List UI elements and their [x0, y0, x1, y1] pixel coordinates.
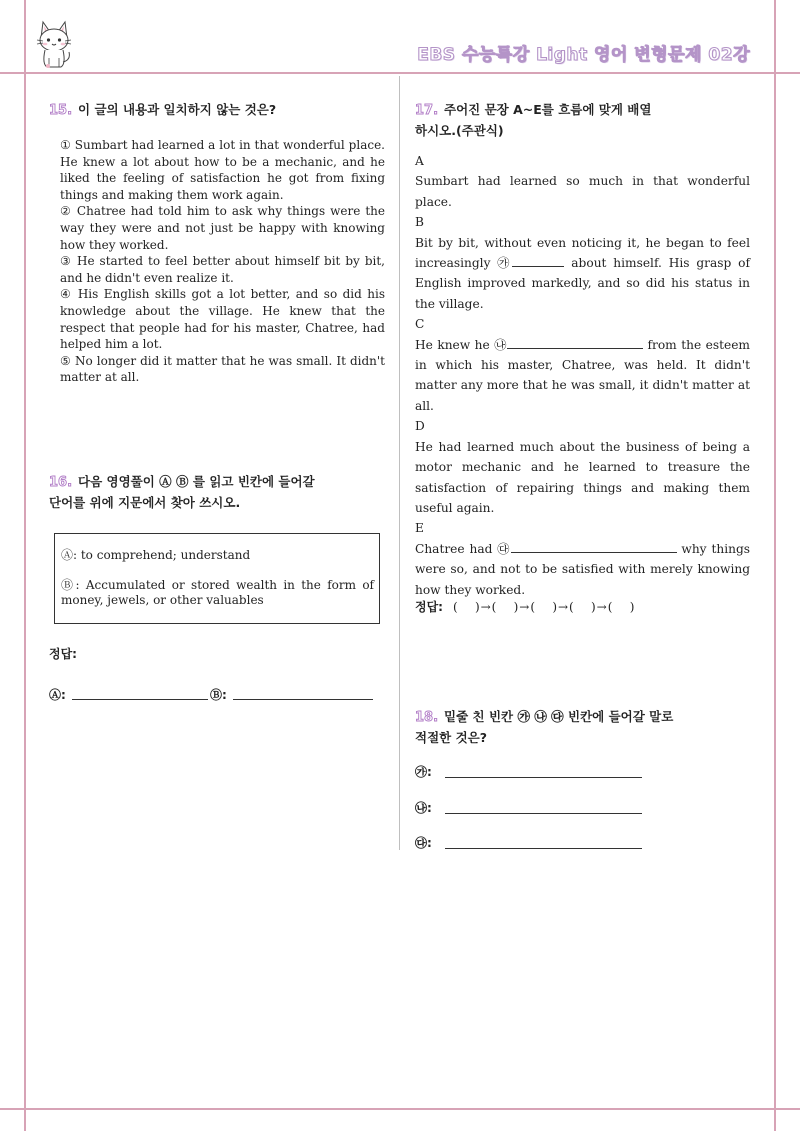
footer-rule	[0, 1108, 800, 1110]
q17-text-c-part1: He knew he ㉯	[415, 337, 508, 352]
q17-text-e	[415, 539, 750, 600]
q16-definition-a: Ⓐ: to comprehend; understand	[61, 548, 251, 562]
q17-text-d: He had learned much about the business of being a motor mechanic and he learned to treasure the satisfaction of repairing things and making them useful again.	[415, 439, 750, 515]
q16-blank-b-label: Ⓑ:	[210, 688, 227, 702]
q17-label-a: A	[415, 154, 424, 168]
q16-blank-b-line[interactable]	[233, 699, 373, 700]
q18-blank-na-label: ㉯:	[415, 801, 432, 815]
q17-slot-6[interactable]: )	[629, 600, 636, 614]
q15-option-2: ② Chatree had told him to ask why things were the way they were and not just be happy with knowing how they worked.	[60, 204, 385, 252]
q18-question-line1: 밑줄 친 빈칸 ㉮ ㉯ ㉰ 빈칸에 들어갈 말로	[444, 709, 674, 724]
q18-blank-da-line[interactable]	[445, 848, 642, 849]
q17-text-e-part1: Chatree had ㉰	[415, 541, 511, 556]
q17-blank-na[interactable]	[507, 336, 643, 349]
q17-label-b: B	[415, 215, 424, 230]
q17-text-a: Sumbart had learned so much in that wonderful place.	[415, 174, 750, 209]
q17-label-c: C	[415, 317, 425, 332]
q17-blank-ga[interactable]	[512, 254, 564, 267]
page-title: EBS 수능특강 Light 영어 변형문제 02강	[417, 45, 750, 65]
q18-blank-na-line[interactable]	[445, 813, 642, 814]
q17-number: 17.	[415, 103, 439, 118]
q15-option-4: ④ His English skills got a lot better, and so did his knowledge about the village. He knew that the respect that people had for his master, Chatree, had helped him a lot.	[60, 287, 385, 352]
q17-question-line1: 주어진 문장 A~E를 흐름에 맞게 배열	[444, 102, 652, 117]
q17-blank-da[interactable]	[511, 540, 677, 553]
q16-definition-b: Ⓑ: Accumulated or stored wealth in the form of money, jewels, or other valuables	[61, 577, 374, 607]
right-margin-rule	[774, 0, 776, 1131]
q18-question-line2: 적절한 것은?	[415, 730, 487, 745]
q15-number: 15.	[49, 103, 73, 118]
q16-blank-a-label: Ⓐ:	[49, 688, 66, 702]
q18-heading	[415, 707, 673, 748]
q18-blank-da-label: ㉰:	[415, 836, 432, 850]
q17-text-c	[415, 335, 750, 417]
q17-question-line2: 하시오.(주관식)	[415, 123, 504, 138]
q17-text-b-part2: about himself. His grasp of English improved markedly, and so did his status in the village.	[415, 256, 750, 311]
q17-label-d: D	[415, 419, 425, 434]
q17-text-b	[415, 233, 750, 315]
q17-text-b-part1: Bit by bit, without even noticing it, he began to feel increasingly ㉮	[415, 235, 750, 271]
left-margin-rule	[24, 0, 26, 1131]
q17-heading	[415, 100, 651, 141]
q16-blank-a-line[interactable]	[72, 699, 208, 700]
q18-blank-ga-line[interactable]	[445, 777, 642, 778]
q18-blank-ga-label: ㉮:	[415, 765, 432, 779]
q17-slot-1[interactable]: (	[452, 600, 459, 614]
q17-passage	[415, 151, 750, 600]
q17-text-e-part2: why things were so, and not to be satisfied with merely knowing how they worked.	[415, 541, 750, 597]
q17-text-c-part2: from the esteem in which his master, Chatree, was held. It didn't matter any more that he was small, it didn't matter at all.	[415, 337, 750, 413]
q15-question: 이 글의 내용과 일치하지 않는 것은?	[78, 102, 277, 117]
q15-option-5: ⑤ No longer did it matter that he was small. It didn't matter at all.	[60, 353, 385, 385]
q15-heading	[49, 100, 276, 121]
q18-number: 18.	[415, 710, 439, 725]
q17-slot-3[interactable]: )→(	[513, 600, 537, 614]
q16-number: 16.	[49, 475, 73, 490]
cat-icon	[33, 18, 75, 70]
q17-answer-label: 정답:	[415, 600, 443, 614]
q15-options	[60, 137, 385, 386]
header-rule	[0, 72, 800, 74]
q16-definition-box	[54, 533, 380, 624]
q16-answer-label: 정답:	[49, 647, 77, 661]
q17-slot-2[interactable]: )→(	[474, 600, 498, 614]
q17-label-e: E	[415, 521, 424, 536]
q17-answer-row	[415, 598, 636, 615]
q15-option-1: ① Sumbart had learned a lot in that wonderful place. He knew a lot about how to be a mechanic, and he liked the feeling of satisfaction he got from fixing things and making them work again.	[60, 138, 385, 202]
q17-slot-5[interactable]: )→(	[591, 600, 614, 614]
q16-heading	[49, 472, 315, 513]
q15-option-3: ③ He started to feel better about himself bit by bit, and he didn't even realize it.	[60, 254, 385, 285]
column-divider	[399, 76, 400, 850]
q16-question-line2: 단어를 위에 지문에서 찾아 쓰시오.	[49, 495, 241, 510]
q16-question-line1: 다음 영영풀이 Ⓐ Ⓑ 를 읽고 빈칸에 들어갈	[78, 474, 315, 489]
q17-slot-4[interactable]: )→(	[552, 600, 575, 614]
